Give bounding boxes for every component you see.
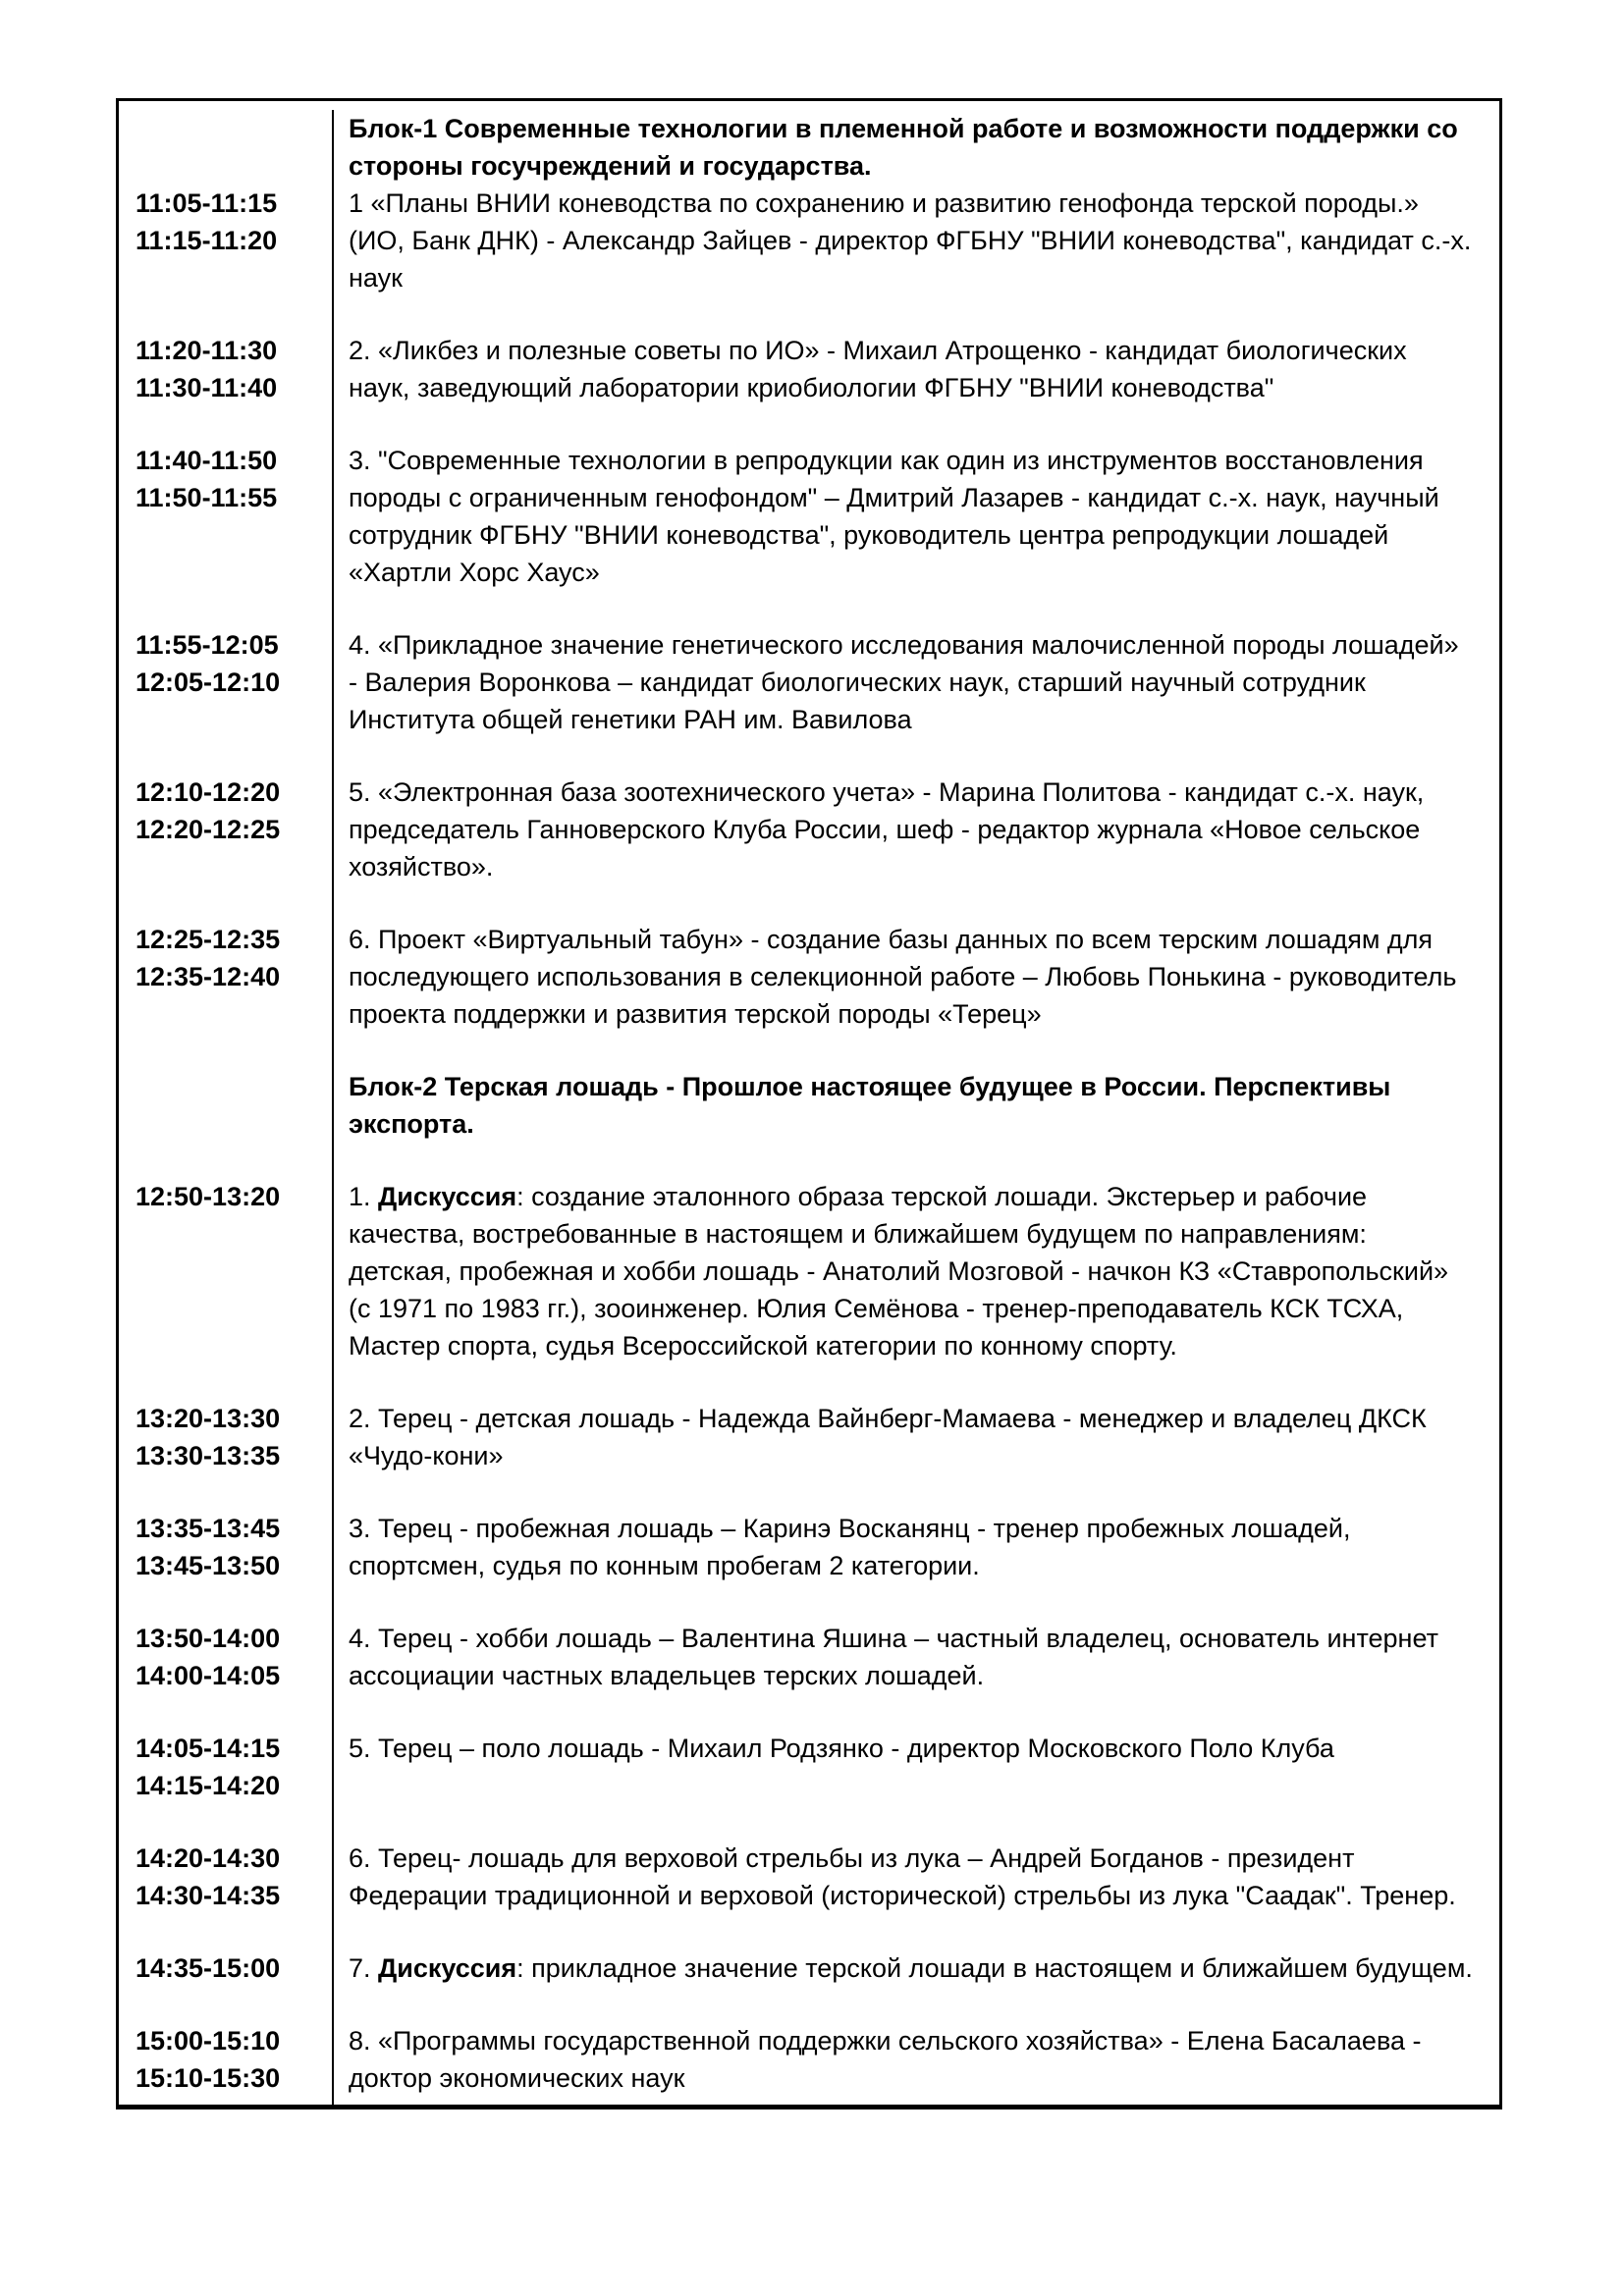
session-text: 8. «Программы государственной поддержки сельского хозяйства» - Елена Басалаева - доктор экономических наук	[349, 2026, 1422, 2093]
schedule-row	[119, 626, 1499, 774]
session-cell	[334, 921, 1499, 1068]
session-text-bold: Блок-1 Современные технологии в племенной работе и возможности поддержки со стороны госучреждений и государства.	[349, 114, 1458, 181]
schedule-row	[119, 1510, 1499, 1620]
schedule-row	[119, 1620, 1499, 1730]
session-cell	[334, 1620, 1499, 1730]
time-range: 13:35-13:45	[135, 1514, 281, 1543]
schedule-row	[119, 921, 1499, 1068]
session-text: 7.	[349, 1953, 379, 1983]
time-range: 13:30-13:35	[135, 1441, 281, 1470]
time-range: 14:35-15:00	[135, 1953, 281, 1983]
schedule-row	[119, 774, 1499, 921]
time-cell	[119, 1730, 334, 1840]
time-range: 15:00-15:10	[135, 2026, 281, 2056]
session-text-bold: Дискуссия	[378, 1953, 517, 1983]
time-cell	[119, 1068, 334, 1178]
session-text: 3. "Современные технологии в репродукции как один из инструментов восстановления породы с ограниченным генофондом" – Дмитрий Лазарев - кандидат с.-х. наук, научный сотрудник ФГБНУ "ВНИИ коневодства", руководитель центра репродукции лошадей «Хартли Хорс Хаус»	[349, 446, 1439, 587]
time-range: 12:50-13:20	[135, 1182, 281, 1211]
session-cell	[334, 774, 1499, 921]
session-text: 4. Терец - хобби лошадь – Валентина Яшина – частный владелец, основатель интернет ассоциации частных владельцев терских лошадей.	[349, 1624, 1438, 1690]
session-cell	[334, 2022, 1499, 2105]
session-cell	[334, 1949, 1499, 2022]
session-cell	[334, 185, 1499, 332]
time-range: 12:35-12:40	[135, 962, 281, 991]
time-cell	[119, 1840, 334, 1949]
session-cell	[334, 442, 1499, 626]
time-range: 11:50-11:55	[135, 483, 278, 512]
time-range: 14:00-14:05	[135, 1661, 281, 1690]
session-text: 5. «Электронная база зоотехнического учета» - Марина Политова - кандидат с.-х. наук, председатель Ганноверского Клуба России, шеф - редактор журнала «Новое сельское хозяйство».	[349, 777, 1425, 881]
session-text: 2. «Ликбез и полезные советы по ИО» - Михаил Атрощенко - кандидат биологических наук, заведующий лаборатории криобиологии ФГБНУ "ВНИИ коневодства"	[349, 336, 1407, 402]
schedule-row	[119, 1178, 1499, 1400]
time-range: 14:15-14:20	[135, 1771, 281, 1800]
session-text: 4. «Прикладное значение генетического исследования малочисленной породы лошадей» - Валерия Воронкова – кандидат биологических наук, старший научный сотрудник Института общей генетики РАН им. Вавилова	[349, 630, 1459, 734]
time-range: 11:15-11:20	[135, 226, 278, 255]
session-text: 6. Проект «Виртуальный табун» - создание базы данных по всем терским лошадям для последующего использования в селекционной работе – Любовь Понькина - руководитель проекта поддержки и развития терской породы «Терец»	[349, 925, 1457, 1029]
time-range: 13:45-13:50	[135, 1551, 281, 1580]
time-range: 15:10-15:30	[135, 2063, 281, 2093]
time-cell	[119, 442, 334, 626]
time-cell	[119, 1949, 334, 2022]
time-range: 12:05-12:10	[135, 667, 281, 697]
time-cell	[119, 1620, 334, 1730]
time-range: 11:05-11:15	[135, 188, 278, 218]
session-text: 6. Терец- лошадь для верховой стрельбы из лука – Андрей Богданов - президент Федерации традиционной и верховой (исторической) стрельбы из лука "Саадак". Тренер.	[349, 1843, 1456, 1910]
time-cell	[119, 1510, 334, 1620]
session-cell	[334, 1510, 1499, 1620]
schedule-row	[119, 2022, 1499, 2105]
session-text: 2. Терец - детская лошадь - Надежда Вайнберг-Мамаева - менеджер и владелец ДКСК «Чудо-кони»	[349, 1404, 1427, 1470]
schedule-row	[119, 1730, 1499, 1840]
time-range: 13:50-14:00	[135, 1624, 281, 1653]
program-table	[116, 98, 1502, 2109]
time-range: 11:40-11:50	[135, 446, 278, 475]
session-text: : создание эталонного образа терской лошади. Экстерьер и рабочие качества, востребованные в настоящем и ближайшем будущем по направлениям: детская, пробежная и хобби лошадь - Анатолий Мозговой - начкон КЗ «Ставропольский» (с 1971 по 1983 гг.), зооинженер. Юлия Семёнова - тренер-преподаватель КСК ТСХА, Мастер спорта, судья Всероссийской категории по конному спорту.	[349, 1182, 1449, 1361]
time-cell	[119, 921, 334, 1068]
time-range: 12:20-12:25	[135, 815, 281, 844]
time-range: 12:25-12:35	[135, 925, 281, 954]
session-cell	[334, 1840, 1499, 1949]
time-cell	[119, 1400, 334, 1510]
session-cell	[334, 332, 1499, 442]
time-cell	[119, 332, 334, 442]
time-cell	[119, 1178, 334, 1400]
session-text: 3. Терец - пробежная лошадь – Каринэ Восканянц - тренер пробежных лошадей, спортсмен, судья по конным пробегам 2 категории.	[349, 1514, 1351, 1580]
schedule-row	[119, 110, 1499, 185]
time-range: 11:30-11:40	[135, 373, 278, 402]
schedule-row	[119, 1840, 1499, 1949]
time-range: 12:10-12:20	[135, 777, 281, 807]
session-text-bold: Блок-2 Терская лошадь - Прошлое настоящее будущее в России. Перспективы экспорта.	[349, 1072, 1391, 1139]
block-header	[334, 110, 1499, 185]
session-text: 1 «Планы ВНИИ коневодства по сохранению и развитию генофонда терской породы.» (ИО, Банк ДНК) - Александр Зайцев - директор ФГБНУ "ВНИИ коневодства", кандидат с.-х. наук	[349, 188, 1472, 293]
schedule-row	[119, 185, 1499, 332]
session-cell	[334, 1400, 1499, 1510]
time-range: 14:05-14:15	[135, 1734, 281, 1763]
time-range: 13:20-13:30	[135, 1404, 281, 1433]
time-cell	[119, 774, 334, 921]
time-cell	[119, 626, 334, 774]
session-text: 5. Терец – поло лошадь - Михаил Родзянко - директор Московского Поло Клуба	[349, 1734, 1334, 1763]
time-range: 11:55-12:05	[135, 630, 279, 660]
session-text: 1.	[349, 1182, 379, 1211]
session-cell	[334, 1178, 1499, 1400]
session-text: : прикладное значение терской лошади в настоящем и ближайшем будущем.	[516, 1953, 1473, 1983]
schedule-row	[119, 1068, 1499, 1178]
time-cell	[119, 185, 334, 332]
schedule-row	[119, 1949, 1499, 2022]
time-cell	[119, 2022, 334, 2105]
time-range: 14:20-14:30	[135, 1843, 281, 1873]
time-cell	[119, 110, 334, 185]
schedule-row	[119, 1400, 1499, 1510]
schedule-row	[119, 332, 1499, 442]
time-range: 14:30-14:35	[135, 1881, 281, 1910]
time-range: 11:20-11:30	[135, 336, 278, 365]
block-header	[334, 1068, 1499, 1178]
schedule-row	[119, 442, 1499, 626]
session-text-bold: Дискуссия	[378, 1182, 517, 1211]
session-cell	[334, 1730, 1499, 1840]
session-cell	[334, 626, 1499, 774]
